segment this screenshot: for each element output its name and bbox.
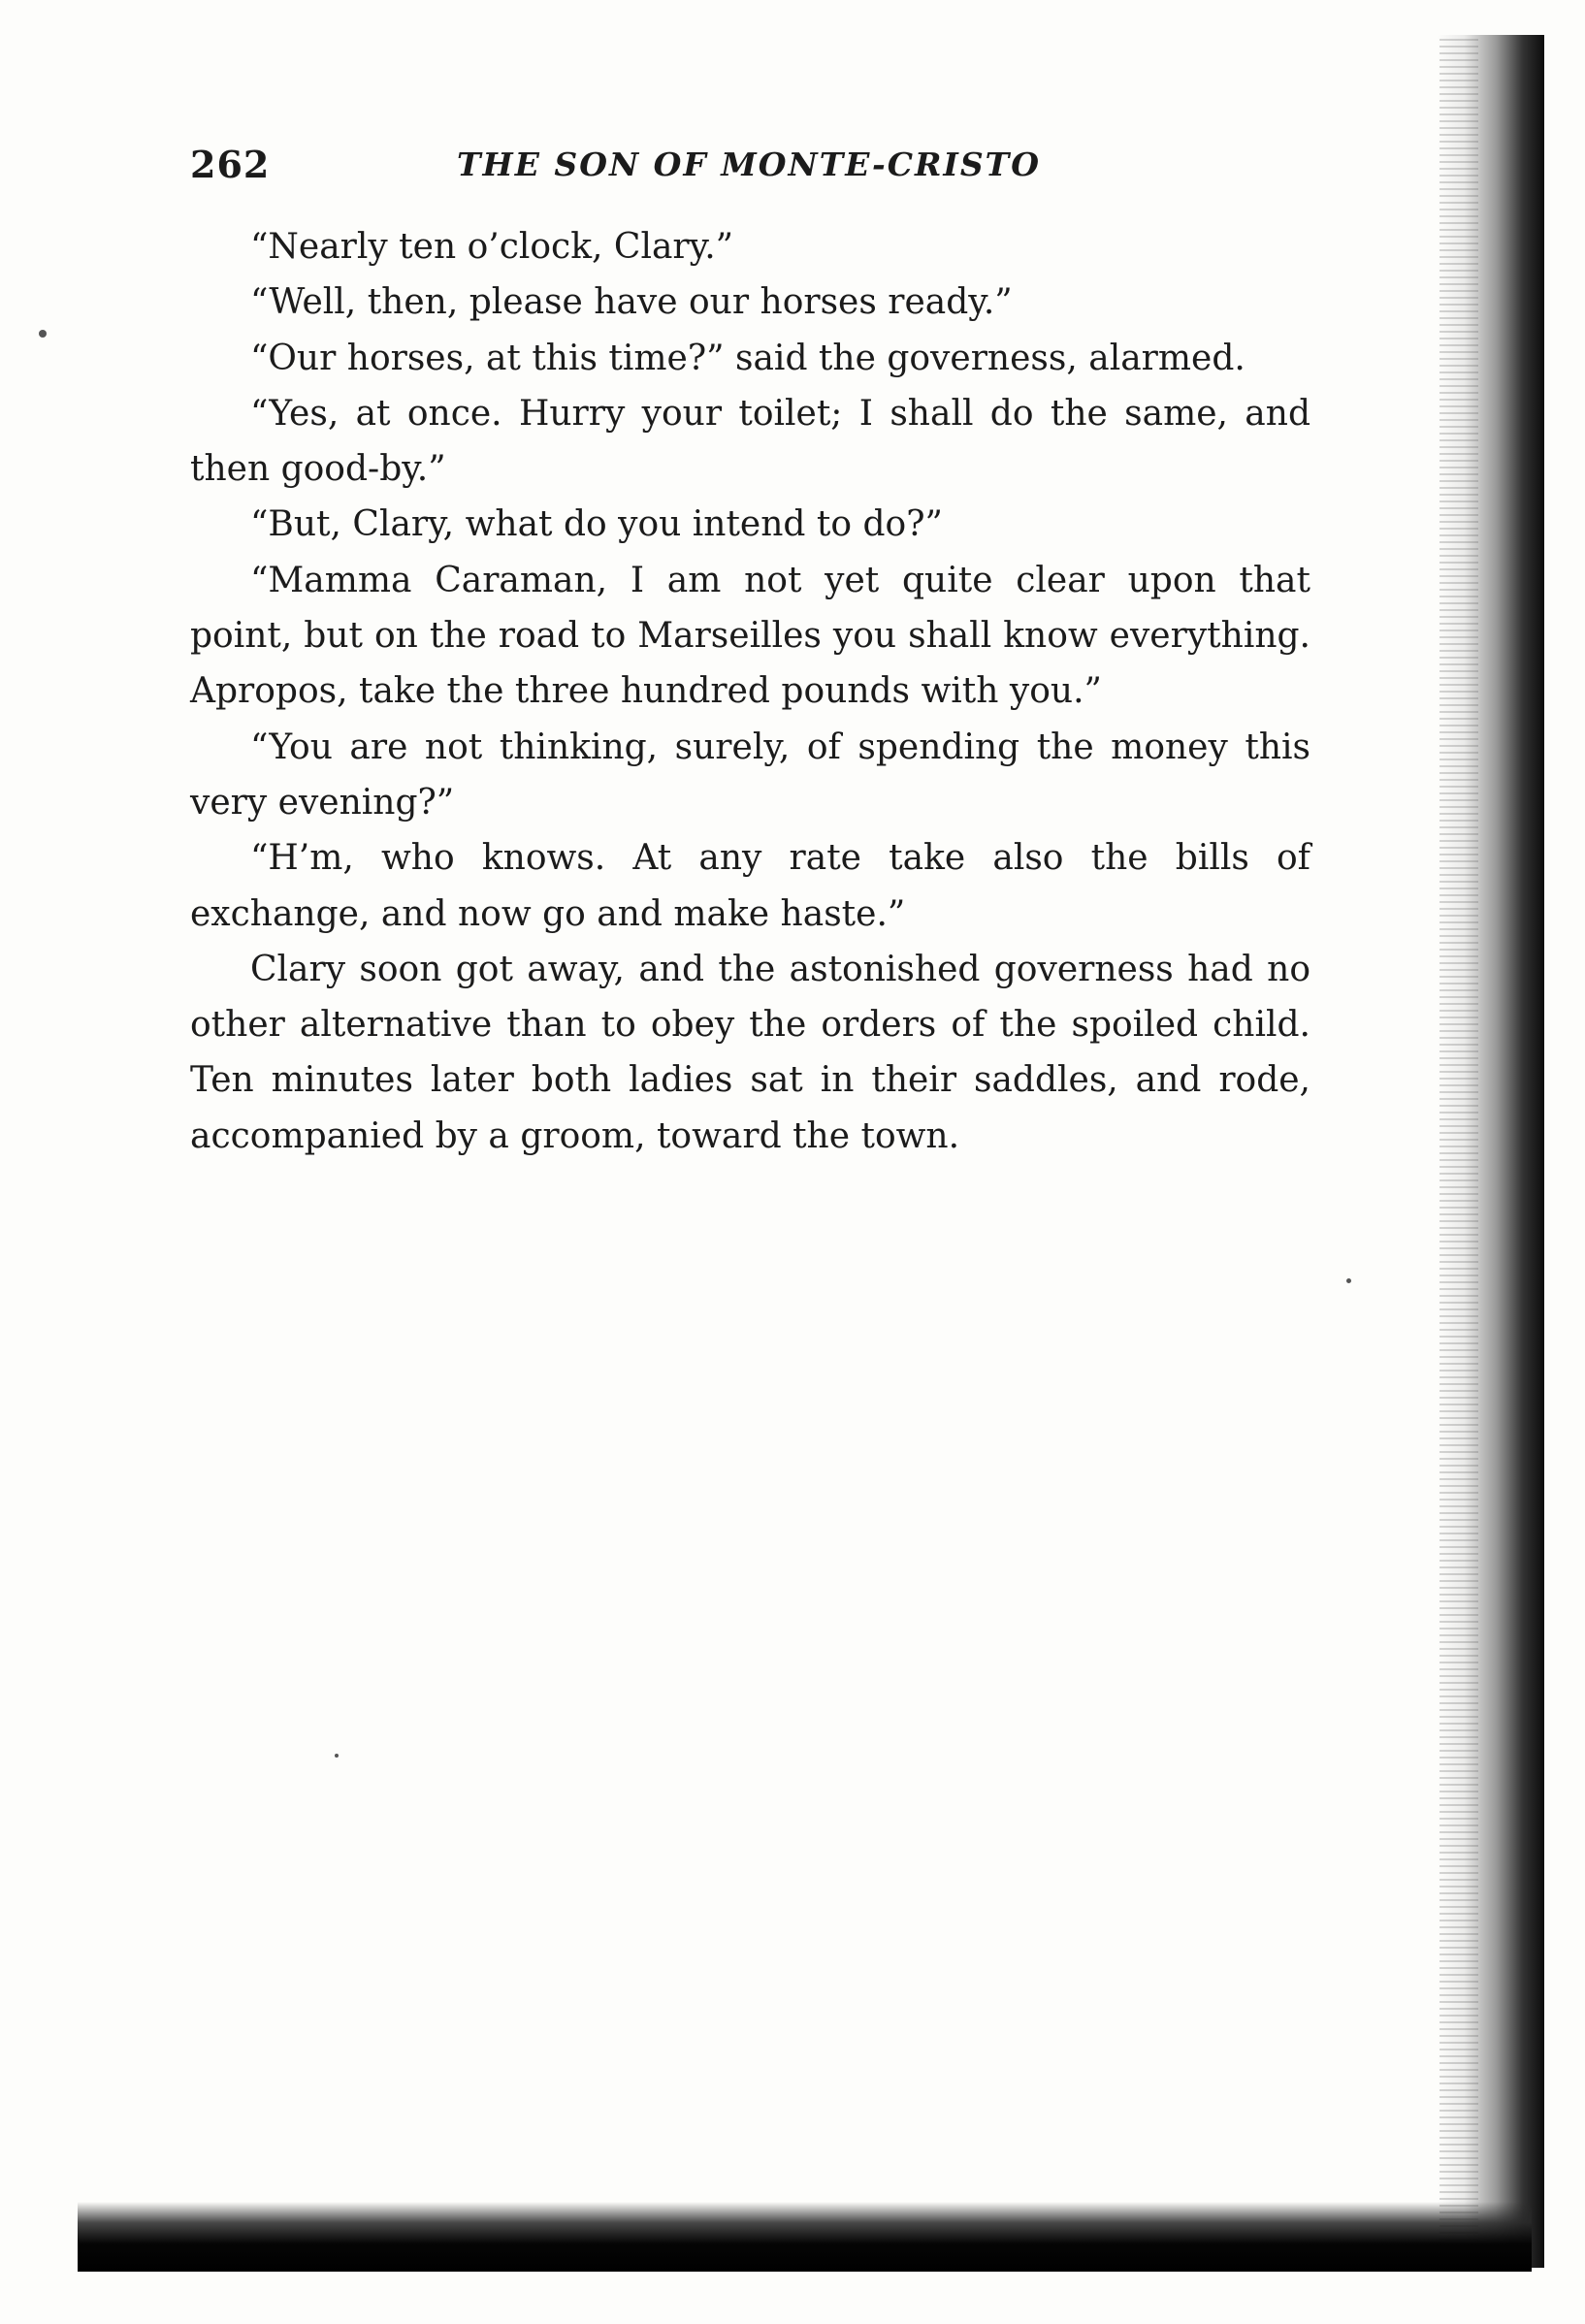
page-header bbox=[190, 136, 1310, 194]
paragraph: “Well, then, please have our horses ready.” bbox=[250, 282, 1013, 323]
ink-speck bbox=[1346, 1278, 1351, 1283]
binding-texture bbox=[1439, 35, 1478, 2268]
paragraph: “Mamma Caraman, I am not yet quite clear upon that point, but on the road to Marseilles you shall know everything. Apropos, take the three hundred pounds with you.” bbox=[190, 560, 1310, 712]
paragraph: “You are not thinking, surely, of spending the money this very evening?” bbox=[190, 726, 1310, 823]
running-head: THE SON OF MONTE-CRISTO bbox=[457, 145, 1041, 183]
paragraph: “Yes, at once. Hurry your toilet; I shall do the same, and then good-by.” bbox=[190, 393, 1310, 490]
ink-speck bbox=[39, 330, 47, 338]
paragraph: “Nearly ten o’clock, Clary.” bbox=[250, 227, 734, 267]
paragraph: “H’m, who knows. At any rate take also the bills of exchange, and now go and make haste.” bbox=[190, 838, 1310, 934]
bottom-edge-shadow bbox=[78, 2202, 1532, 2272]
ink-speck bbox=[335, 1754, 339, 1758]
paragraph: Clary soon got away, and the astonished governess had no other alternative than to obey the orders of the spoiled child. Ten minutes later both ladies sat in their saddles, and rode, accompanied by a groom, toward the town. bbox=[190, 949, 1310, 1156]
paragraph: “Our horses, at this time?” said the governess, alarmed. bbox=[250, 338, 1245, 378]
page-number: 262 bbox=[190, 143, 271, 186]
paragraph: “But, Clary, what do you intend to do?” bbox=[250, 504, 943, 545]
body-text bbox=[190, 219, 1310, 1164]
